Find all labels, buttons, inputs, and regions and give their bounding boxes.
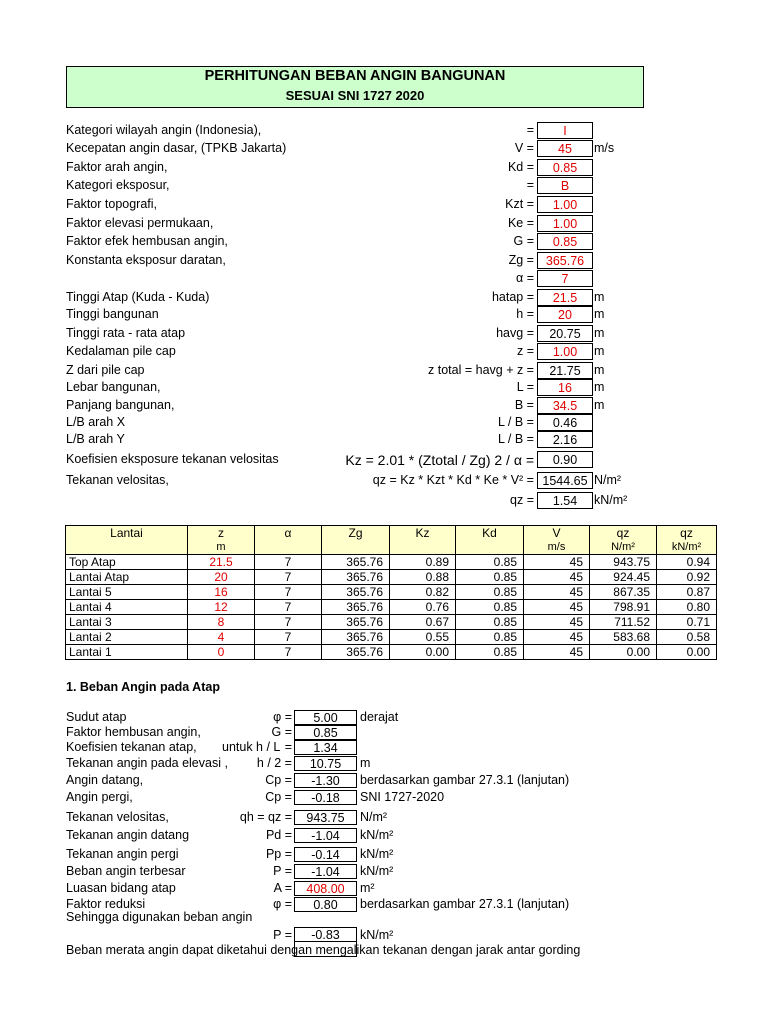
table-cell: 365.76 [322,555,390,570]
section-value: 943.75 [294,810,357,825]
section-label: Tekanan angin pada elevasi , [66,756,228,770]
param-expression: h = [516,307,534,321]
param-value: 0.46 [537,414,593,431]
param-expression: qz = [510,493,534,507]
table-unit-cell [255,540,322,555]
section-expression: φ = [273,897,292,911]
table-header-cell: qz [657,526,717,541]
param-label: Lebar bangunan, [66,380,161,394]
param-unit: m [594,398,605,412]
table-cell: 0.80 [657,600,717,615]
table-header-cell: α [255,526,322,541]
table-cell: 583.68 [590,630,657,645]
table-cell: 45 [524,585,590,600]
table-cell: 0.71 [657,615,717,630]
section-expression: h / 2 = [256,756,292,770]
table-cell: 0.87 [657,585,717,600]
table-cell: 16 [188,585,255,600]
param-value: 2.16 [537,431,593,448]
param-expression: Kzt = [505,197,534,211]
table-cell: Lantai 3 [66,615,188,630]
table-cell: 0.85 [456,585,524,600]
table-cell: 0.85 [456,630,524,645]
section-label: Faktor reduksi [66,897,146,911]
table-cell: 20 [188,570,255,585]
section-label: Sudut atap [66,710,127,724]
table-cell: 365.76 [322,570,390,585]
table-cell: 7 [255,645,322,660]
table-cell: 0.67 [390,615,456,630]
section-label: Koefisien tekanan atap, [66,740,197,754]
floor-table [65,525,717,660]
param-expression: L = [516,380,534,394]
section-expression: Pp = [265,847,292,861]
section-expression: qh = qz = [239,810,292,824]
table-cell: 0 [188,645,255,660]
table-row [66,615,717,630]
section-expression: Cp = [265,790,292,804]
table-cell: Lantai 1 [66,645,188,660]
table-cell: 0.85 [456,600,524,615]
param-expression: G = [513,234,534,248]
param-unit: kN/m² [594,493,628,507]
table-cell: 0.00 [657,645,717,660]
table-cell: 4 [188,630,255,645]
table-cell: 21.5 [188,555,255,570]
final-expression: P = [273,928,292,942]
table-header-cell: Zg [322,526,390,541]
section-unit: kN/m² [360,864,394,878]
table-unit-cell [390,540,456,555]
table-cell: 0.00 [390,645,456,660]
table-cell: 7 [255,570,322,585]
section-unit: berdasarkan gambar 27.3.1 (lanjutan) [360,773,570,787]
param-expression: Kz = 2.01 * (Ztotal / Zg) 2 / α = [345,452,534,468]
table-cell: 0.55 [390,630,456,645]
table-cell: 0.85 [456,645,524,660]
param-expression: L / B = [497,432,534,446]
section-expression: A = [273,881,292,895]
table-cell: Lantai 5 [66,585,188,600]
section-value: -1.30 [294,773,357,788]
table-cell: 45 [524,615,590,630]
table-unit-cell: m/s [524,540,590,555]
param-value: 7 [537,270,593,287]
table-header-cell: qz [590,526,657,541]
param-expression: α = [516,271,534,285]
param-unit: m [594,380,605,394]
param-label: Tekanan velositas, [66,473,169,487]
param-label: Faktor topografi, [66,197,158,211]
param-value: 1544.65 [537,472,593,489]
note-text: Beban merata angin dapat diketahui dengan mengalikan tekanan dengan jarak antar gording [66,943,581,957]
param-expression: = [526,123,534,137]
table-cell: 7 [255,615,322,630]
table-row [66,645,717,660]
table-cell: 365.76 [322,630,390,645]
param-label: Kecepatan angin dasar, (TPKB Jakarta) [66,141,287,155]
table-cell: Lantai Atap [66,570,188,585]
section-value: -1.04 [294,828,357,843]
table-cell: 0.85 [456,570,524,585]
param-label: Tinggi rata - rata atap [66,326,186,340]
table-cell: 7 [255,600,322,615]
param-label: Faktor elevasi permukaan, [66,216,214,230]
param-value: 0.85 [537,159,593,176]
table-cell: 45 [524,645,590,660]
section-unit: m² [360,881,375,895]
section-expression: P = [273,864,292,878]
param-expression: L / B = [497,415,534,429]
param-unit: m [594,307,605,321]
param-label: Faktor efek hembusan angin, [66,234,228,248]
final-cell-border [294,942,357,957]
param-expression: Kd = [507,160,534,174]
section-sublabel: untuk h / L [222,740,281,754]
section-unit: kN/m² [360,828,394,842]
section-label: Luasan bidang atap [66,881,176,895]
param-value: 1.54 [537,492,593,509]
table-unit-cell [456,540,524,555]
table-cell: Lantai 2 [66,630,188,645]
table-cell: 45 [524,555,590,570]
table-cell: 0.58 [657,630,717,645]
table-row [66,630,717,645]
table-cell: 45 [524,630,590,645]
section-expression: Pd = [265,828,292,842]
param-value: 365.76 [537,252,593,269]
table-cell: Lantai 4 [66,600,188,615]
param-unit: m [594,344,605,358]
table-cell: 943.75 [590,555,657,570]
param-value: B [537,177,593,194]
table-cell: 45 [524,570,590,585]
table-row [66,600,717,615]
table-header-cell: Lantai [66,526,188,541]
table-cell: 12 [188,600,255,615]
table-header-row [66,526,717,541]
param-label: Koefisien eksposure tekanan velositas [66,452,279,466]
table-cell: 0.85 [456,615,524,630]
table-cell: 45 [524,600,590,615]
param-value: 45 [537,140,593,157]
section-unit: N/m² [360,810,388,824]
section-label: Faktor hembusan angin, [66,725,201,739]
section-value: 1.34 [294,740,357,755]
param-value: 20.75 [537,325,593,342]
param-expression: qz = Kz * Kzt * Kd * Ke * V² = [372,473,534,487]
param-value: 1.00 [537,196,593,213]
table-cell: Top Atap [66,555,188,570]
table-cell: 924.45 [590,570,657,585]
table-cell: 867.35 [590,585,657,600]
param-label: Kategori wilayah angin (Indonesia), [66,123,262,137]
param-label: L/B arah Y [66,432,125,446]
table-unit-row [66,540,717,555]
table-row [66,570,717,585]
section-value: 5.00 [294,710,357,725]
section-expression: = [284,740,292,754]
param-unit: m [594,363,605,377]
param-value: 1.00 [537,343,593,360]
section-label: Beban angin terbesar [66,864,186,878]
param-expression: Ke = [507,216,534,230]
table-cell: 0.92 [657,570,717,585]
final-unit: kN/m² [360,928,394,942]
param-value: 21.5 [537,289,593,306]
table-cell: 0.94 [657,555,717,570]
section-value: -0.18 [294,790,357,805]
table-cell: 7 [255,585,322,600]
title-box [66,66,644,108]
table-cell: 0.85 [456,555,524,570]
section-value: 0.80 [294,897,357,912]
page-subtitle: SESUAI SNI 1727 2020 [285,88,425,103]
param-value: 21.75 [537,362,593,379]
section-label: Tekanan angin pergi [66,847,179,861]
param-label: Kedalaman pile cap [66,344,176,358]
param-label: Konstanta eksposur daratan, [66,253,226,267]
section-label: Angin datang, [66,773,144,787]
param-label: Tinggi Atap (Kuda - Kuda) [66,290,210,304]
section-heading: 1. Beban Angin pada Atap [66,680,220,694]
table-cell: 365.76 [322,615,390,630]
param-unit: m/s [594,141,615,155]
param-unit: m [594,290,605,304]
table-cell: 7 [255,630,322,645]
table-unit-cell [66,540,188,555]
section-expression: G = [271,725,292,739]
table-cell: 7 [255,555,322,570]
section-unit: kN/m² [360,847,394,861]
table-cell: 0.89 [390,555,456,570]
section-label: Angin pergi, [66,790,133,804]
final-value: -0.83 [294,927,357,942]
param-expression: B = [514,398,534,412]
param-unit: N/m² [594,473,622,487]
table-row [66,585,717,600]
table-unit-cell: kN/m² [657,540,717,555]
table-cell: 365.76 [322,600,390,615]
param-label: Tinggi bangunan [66,307,159,321]
param-value: I [537,122,593,139]
table-header-cell: Kd [456,526,524,541]
table-cell: 711.52 [590,615,657,630]
section-value: 0.85 [294,725,357,740]
section-value: 10.75 [294,756,357,771]
param-expression: z total = havg + z = [428,363,534,377]
param-value: 0.90 [537,451,593,468]
param-expression: havg = [496,326,534,340]
table-row [66,555,717,570]
page-title: PERHITUNGAN BEBAN ANGIN BANGUNAN [204,68,506,84]
section-label: Tekanan angin datang [66,828,190,842]
section-label: Tekanan velositas, [66,810,169,824]
section-value: -1.04 [294,864,357,879]
table-cell: 8 [188,615,255,630]
table-cell: 0.00 [590,645,657,660]
param-expression: = [526,178,534,192]
table-cell: 0.76 [390,600,456,615]
table-header-cell: Kz [390,526,456,541]
table-unit-cell: N/m² [590,540,657,555]
param-expression: Zg = [508,253,534,267]
param-label: Faktor arah angin, [66,160,168,174]
section-expression: Cp = [265,773,292,787]
param-label: Z dari pile cap [66,363,145,377]
section-unit: berdasarkan gambar 27.3.1 (lanjutan) [360,897,570,911]
param-unit: m [594,326,605,340]
table-cell: 365.76 [322,645,390,660]
conclusion-text: Sehingga digunakan beban angin [66,910,253,924]
table-header-cell: V [524,526,590,541]
table-cell: 798.91 [590,600,657,615]
param-expression: hatap = [491,290,534,304]
section-expression: φ = [273,710,292,724]
table-cell: 365.76 [322,585,390,600]
param-value: 16 [537,379,593,396]
table-header-cell: z [188,526,255,541]
param-value: 0.85 [537,233,593,250]
table-unit-cell [322,540,390,555]
section-value: 408.00 [294,881,357,896]
section-unit: derajat [360,710,399,724]
section-unit: m [360,756,371,770]
param-label: Panjang bangunan, [66,398,175,412]
param-expression: V = [514,141,534,155]
param-value: 1.00 [537,215,593,232]
param-label: Kategori eksposur, [66,178,170,192]
table-cell: 0.88 [390,570,456,585]
section-unit: SNI 1727-2020 [360,790,445,804]
param-value: 20 [537,306,593,323]
param-expression: z = [516,344,534,358]
param-label: L/B arah X [66,415,126,429]
param-value: 34.5 [537,397,593,414]
table-cell: 0.82 [390,585,456,600]
table-unit-cell: m [188,540,255,555]
section-value: -0.14 [294,847,357,862]
